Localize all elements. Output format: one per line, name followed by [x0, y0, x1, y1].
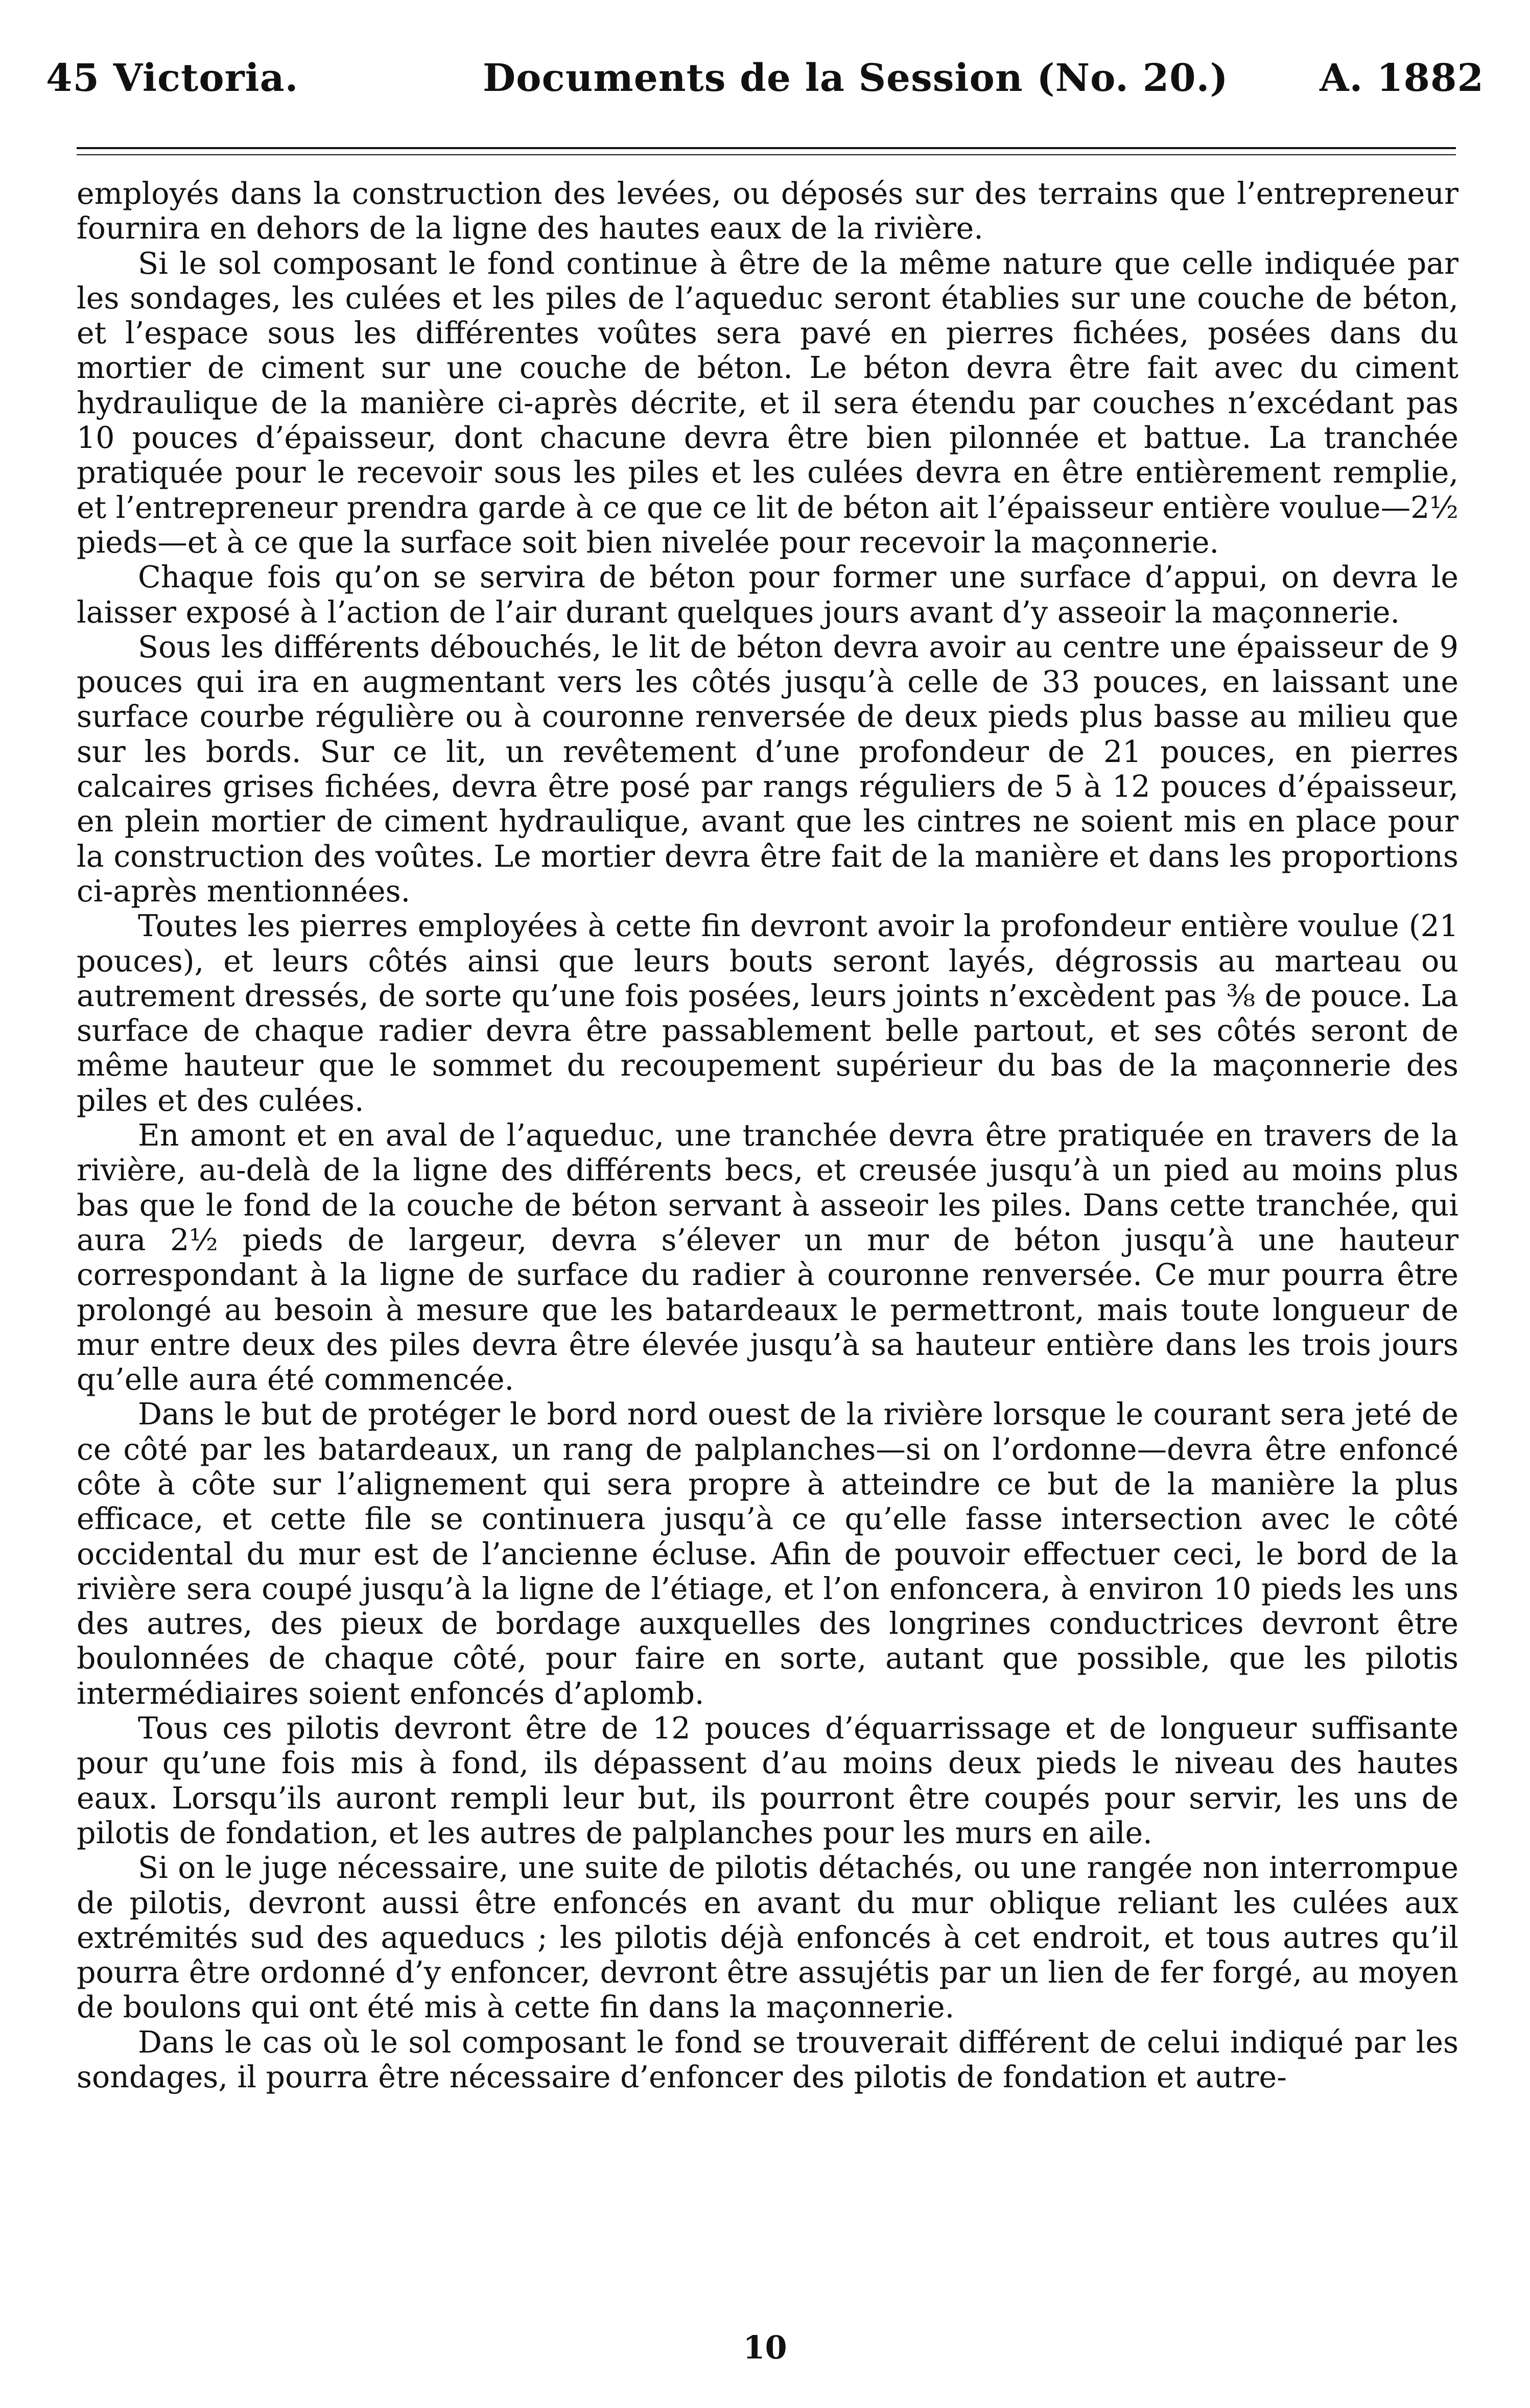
paragraph: Chaque fois qu’on se servira de béton pour former une surface d’appui, on devra le laisser exposé à l’action de l’air durant quelques jours avant d’y asseoir la maçonnerie.	[77, 560, 1458, 630]
header-title: Documents de la Session (No. 20.)	[483, 56, 1229, 100]
paragraph: Sous les différents débouchés, le lit de béton devra avoir au centre une épaisseur de 9 pouces qui ira en augmentant vers les côtés jusqu’à celle de 33 pouces, en laissant une surface courbe régulière ou à couronne renversée de deux pieds plus basse au milieu que sur les bords. Sur ce lit, un revêtement d’une profondeur de 21 pouces, en pierres calcaires grises fichées, devra être posé par rangs réguliers de 5 à 12 pouces d’épaisseur, en plein mortier de ciment hydraulique, avant que les cintres ne soient mis en place pour la construction des voûtes. Le mortier devra être fait de la manière et dans les proportions ci-après mentionnées.	[77, 629, 1458, 909]
paragraph: Tous ces pilotis devront être de 12 pouces d’équarrissage et de longueur suffisante pour qu’une fois mis à fond, ils dépassent d’au moins deux pieds le niveau des hautes eaux. Lorsqu’ils auront rempli leur but, ils pourront être coupés pour servir, les uns de pilotis de fondation, et les autres de palplanches pour les murs en aile.	[77, 1711, 1458, 1850]
paragraph: Dans le cas où le sol composant le fond se trouverait différent de celui indiqué par les sondages, il pourra être nécessaire d’enfoncer des pilotis de fondation et autre-	[77, 2024, 1458, 2095]
header-volume: 45 Victoria.	[46, 56, 299, 100]
body-text	[77, 176, 1458, 2094]
header-rule-thick	[77, 147, 1456, 149]
running-header	[46, 56, 1484, 117]
paragraph: Dans le but de protéger le bord nord ouest de la rivière lorsque le courant sera jeté de ce côté par les batardeaux, un rang de palplanches—si on l’ordonne—devra être enfoncé côte à côte sur l’alignement qui sera propre à atteindre ce but de la manière la plus efficace, et cette file se continuera jusqu’à ce qu’elle fasse intersection avec le côté occidental du mur est de l’ancienne écluse. Afin de pouvoir effectuer ceci, le bord de la rivière sera coupé jusqu’à la ligne de l’étiage, et l’on enfoncera, à environ 10 pieds les uns des autres, des pieux de bordage auxquelles des longrines conductrices devront être boulonnées de chaque côté, pour faire en sorte, autant que possible, que les pilotis intermédiaires soient enfoncés d’aplomb.	[77, 1397, 1458, 1711]
header-year: A. 1882	[1320, 56, 1484, 100]
paragraph: employés dans la construction des levées, ou déposés sur des terrains que l’entrepreneur fournira en dehors de la ligne des hautes eaux de la rivière.	[77, 176, 1458, 246]
paragraph: En amont et en aval de l’aqueduc, une tranchée devra être pratiquée en travers de la rivière, au-delà de la ligne des différents becs, et creusée jusqu’à un pied au moins plus bas que le fond de la couche de béton servant à asseoir les piles. Dans cette tranchée, qui aura 2½ pieds de largeur, devra s’élever un mur de béton jusqu’à une hauteur correspondant à la ligne de surface du radier à couronne renversée. Ce mur pourra être prolongé au besoin à mesure que les batardeaux le permettront, mais toute longueur de mur entre deux des piles devra être élevée jusqu’à sa hauteur entière dans les trois jours qu’elle aura été commencée.	[77, 1118, 1458, 1397]
paragraph: Si le sol composant le fond continue à être de la même nature que celle indiquée par les sondages, les culées et les piles de l’aqueduc seront établies sur une couche de béton, et l’espace sous les différentes voûtes sera pavé en pierres fichées, posées dans du mortier de ciment sur une couche de béton. Le béton devra être fait avec du ciment hydraulique de la manière ci-après décrite, et il sera étendu par couches n’excédant pas 10 pouces d’épaisseur, dont chacune devra être bien pilonnée et battue. La tranchée pratiquée pour le recevoir sous les piles et les culées devra en être entièrement remplie, et l’entrepreneur prendra garde à ce que ce lit de béton ait l’épaisseur entière voulue—2½ pieds—et à ce que la surface soit bien nivelée pour recevoir la maçonnerie.	[77, 246, 1458, 560]
paragraph: Toutes les pierres employées à cette fin devront avoir la profondeur entière voulue (21 pouces), et leurs côtés ainsi que leurs bouts seront layés, dégrossis au marteau ou autrement dressés, de sorte qu’une fois posées, leurs joints n’excèdent pas ⅜ de pouce. La surface de chaque radier devra être passablement belle partout, et ses côtés seront de même hauteur que le sommet du recoupement supérieur du bas de la maçonnerie des piles et des culées.	[77, 909, 1458, 1118]
paragraph: Si on le juge nécessaire, une suite de pilotis détachés, ou une rangée non interrompue de pilotis, devront aussi être enfoncés en avant du mur oblique reliant les culées aux extrémités sud des aqueducs ; les pilotis déjà enfoncés à cet endroit, et tous autres qu’il pourra être ordonné d’y enfoncer, devront être assujétis par un lien de fer forgé, au moyen de boulons qui ont été mis à cette fin dans la maçonnerie.	[77, 1850, 1458, 2025]
page-number: 10	[743, 2329, 787, 2366]
header-rule-thin	[77, 154, 1456, 155]
